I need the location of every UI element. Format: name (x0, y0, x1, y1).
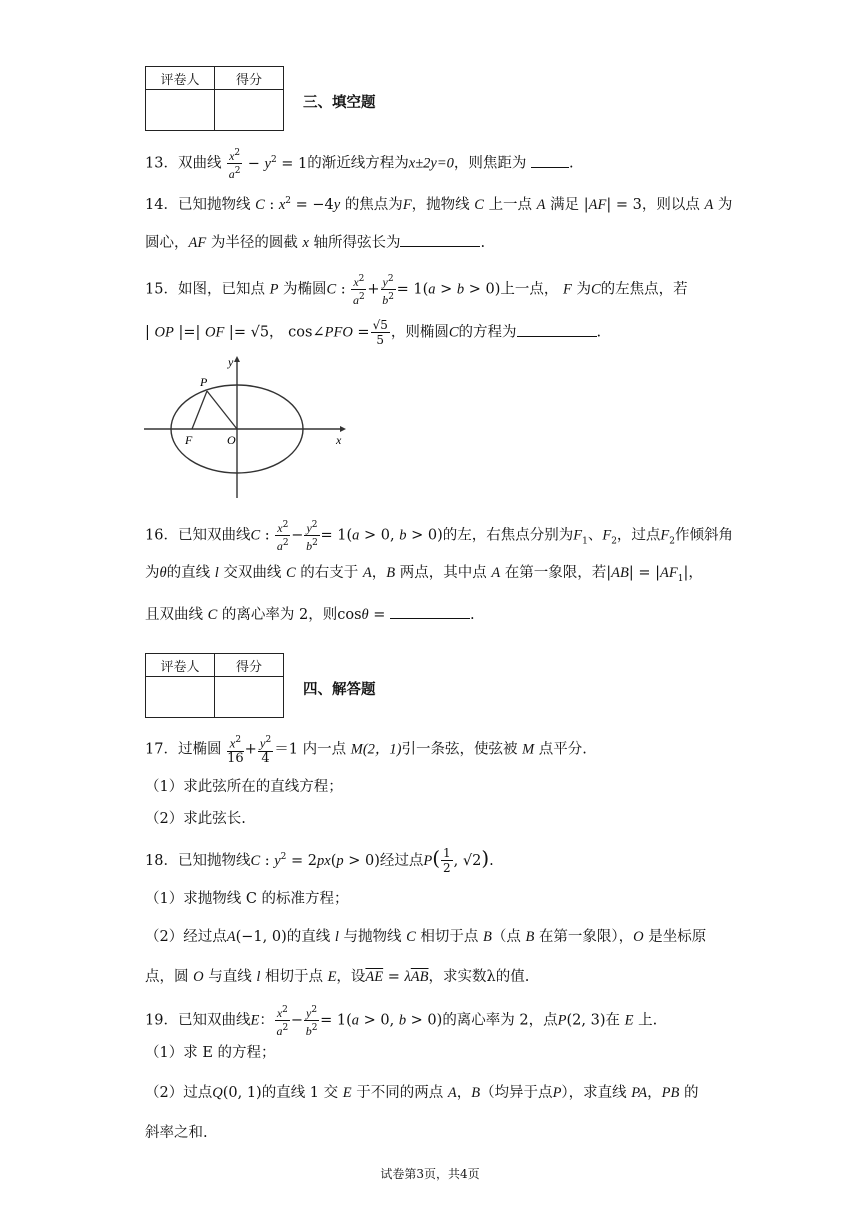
question-17-part-2: （2）求此弦长. (145, 811, 246, 827)
question-17: 17．过椭圆 $\frac{x^2}{16}$ + $\frac{y^2}{4}$ ＝1 内一点 M(2，1)引一条弦，使弦被 M 点平分. (145, 735, 587, 767)
ellipse-figure (140, 352, 360, 502)
question-18-part-2: （2）经过点A(−1, 0)的直线 l 与抛物线 C 相切于点 B（点 B 在第一象限），O 是坐标原 (145, 929, 707, 945)
score-cell-score (215, 90, 284, 131)
section-title-answer: 四、解答题 (303, 681, 376, 698)
label-f: F (185, 433, 193, 447)
question-18: 18．已知抛物线C : $y^2 = 2px(p > 0)$经过点P( $\frac{1}{2}$ , √2). (145, 845, 494, 876)
score-cell-grader (146, 677, 215, 718)
score-table-2 (145, 653, 284, 718)
question-18-part-1: （1）求抛物线 C 的标准方程； (145, 891, 349, 907)
score-col-grader: 评卷人 (146, 654, 215, 677)
question-14-line-2: 圆心，AF 为半径的圆截 x 轴所得弦长为 . (145, 232, 485, 254)
label-x: x (336, 433, 342, 447)
question-16-line-3: 且双曲线 C 的离心率为 2，则cosθ = . (145, 604, 475, 626)
question-16-line-2: 为θ的直线 l 交双曲线 C 的右支于 A，B 两点，其中点 A 在第一象限，若$|AB| = |AF_1|$， (145, 565, 703, 584)
label-y: y (228, 355, 234, 369)
score-col-score: 得分 (215, 67, 284, 90)
page-footer: 试卷第3页，共4页 (380, 1167, 480, 1181)
question-19-part-1: （1）求 E 的方程； (145, 1045, 276, 1061)
section-title-fill: 三、填空题 (303, 94, 376, 111)
score-cell-grader (146, 90, 215, 131)
question-17-part-1: （1）求此弦所在的直线方程； (145, 779, 343, 795)
score-cell-score (215, 677, 284, 718)
score-col-score: 得分 (215, 654, 284, 677)
label-p: P (200, 375, 208, 389)
question-13: 13．双曲线 $\frac{x^2}{a^2}$ − $y^2 = 1$的渐近线方程为x±2y=0，则焦距为 . (145, 148, 574, 181)
question-15-line-2: | OP |=| OF |= √5， cos∠PFO = $\frac{√5}{5}$ ，则椭圆C的方程为 . (145, 318, 602, 347)
label-o: O (227, 433, 236, 447)
question-18-part-2-cont: 点，圆 O 与直线 l 相切于点 E，设$\overline{AE} = \lambda\overline{AB}$，求实数λ的值. (145, 969, 530, 985)
question-19-part-2-cont: 斜率之和. (145, 1125, 208, 1141)
question-15-line-1: 15．如图，已知点 P 为椭圆C : $\frac{x^2}{a^2}$ + $\frac{y^2}{b^2}$ = 1(a > b > 0)上一点， F 为C的左焦点，若 (145, 274, 688, 307)
segment-po (207, 391, 237, 429)
question-19: 19．已知双曲线E： $\frac{x^2}{a^2}$ − $\frac{y^2}{b^2}$ = 1(a > 0, b > 0)的离心率为 2，点P(2, 3)在 E 上. (145, 1005, 658, 1038)
score-table-1 (145, 66, 284, 131)
segment-fp (192, 391, 207, 429)
question-19-part-2: （2）过点Q(0, 1)的直线 1 交 E 于不同的两点 A，B（均异于点P），求直线 PA，PB 的 (145, 1085, 699, 1101)
question-14-line-1: 14．已知抛物线 C : $x^2 = -4y$ 的焦点为F，抛物线 C 上一点 A 满足 |AF| = 3，则以点 A 为 (145, 196, 733, 213)
score-col-grader: 评卷人 (146, 67, 215, 90)
question-16-line-1: 16．已知双曲线C : $\frac{x^2}{a^2}$ − $\frac{y^2}{b^2}$ = 1(a > 0, b > 0)的左，右焦点分别为$F_1$、$F_2$，过点$F_2$作倾斜角 (145, 520, 734, 553)
